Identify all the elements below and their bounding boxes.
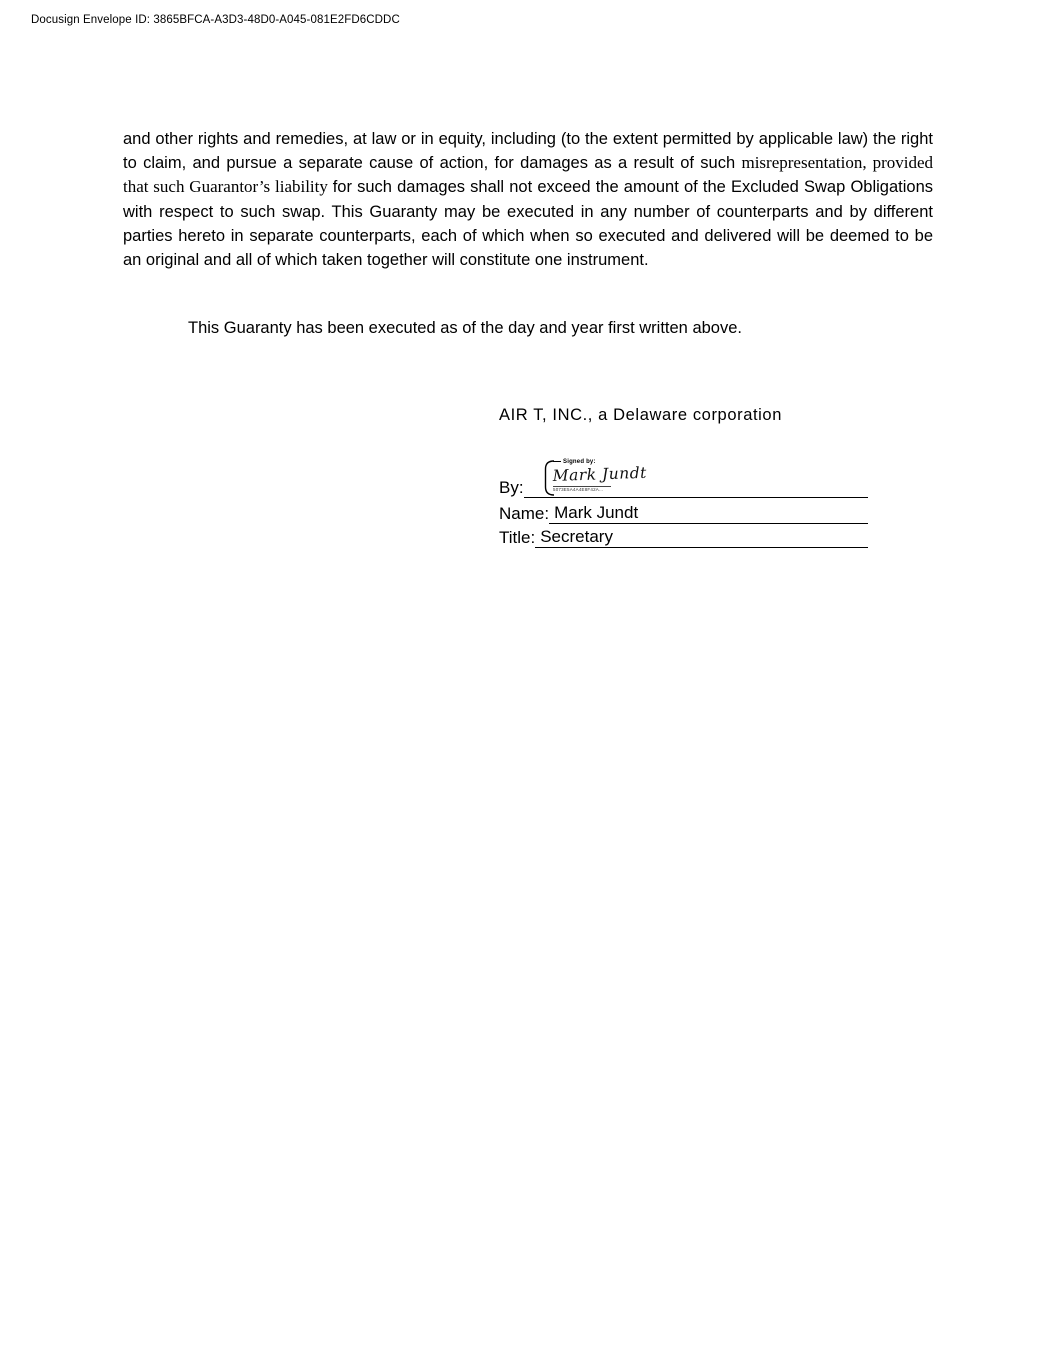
signature-id: 5073E5A4A4E8F42A...	[553, 486, 611, 492]
signed-by-label: Signed by:	[563, 458, 596, 465]
title-label: Title:	[499, 528, 536, 547]
paragraph-segment: and other rights and remedies, at law or in equity, including (to the extent permitted by applicable law) the right to claim, and pursue a separate cause of action, for damages as a result of such	[123, 130, 933, 173]
handwritten-signature: Mark Jundt	[552, 463, 648, 485]
name-label: Name:	[499, 504, 550, 523]
closing-sentence: This Guaranty has been executed as of the day and year first written above.	[188, 319, 742, 337]
paragraph-segment: for such damages shall not exceed the amount of the Excluded Swap Obligations with respect to such swap. This Guaranty may be executed in any number of counterparts and by different parties hereto in separate counterparts, each of which when so executed and delivered will be deemed to be an original and all of which taken together will constitute one instrument.	[123, 178, 933, 270]
title-value: Secretary	[535, 527, 868, 548]
company-name: AIR T, INC., a Delaware corporation	[499, 406, 782, 424]
name-row	[499, 501, 868, 524]
signature-block	[499, 406, 869, 566]
docusign-signature-stamp	[543, 458, 663, 496]
by-label: By:	[499, 478, 524, 497]
company-line	[499, 406, 869, 425]
paragraph-segment-serif: misrepresentation, provided that such Guarantor’s liability	[123, 153, 934, 197]
body-paragraph	[123, 127, 933, 272]
name-value: Mark Jundt	[549, 503, 868, 524]
stamp-content	[553, 458, 661, 492]
docusign-envelope-id: Docusign Envelope ID: 3865BFCA-A3D3-48D0-A045-081E2FD6CDDC	[31, 14, 400, 26]
title-row	[499, 525, 868, 548]
signed-by-line	[553, 461, 561, 462]
